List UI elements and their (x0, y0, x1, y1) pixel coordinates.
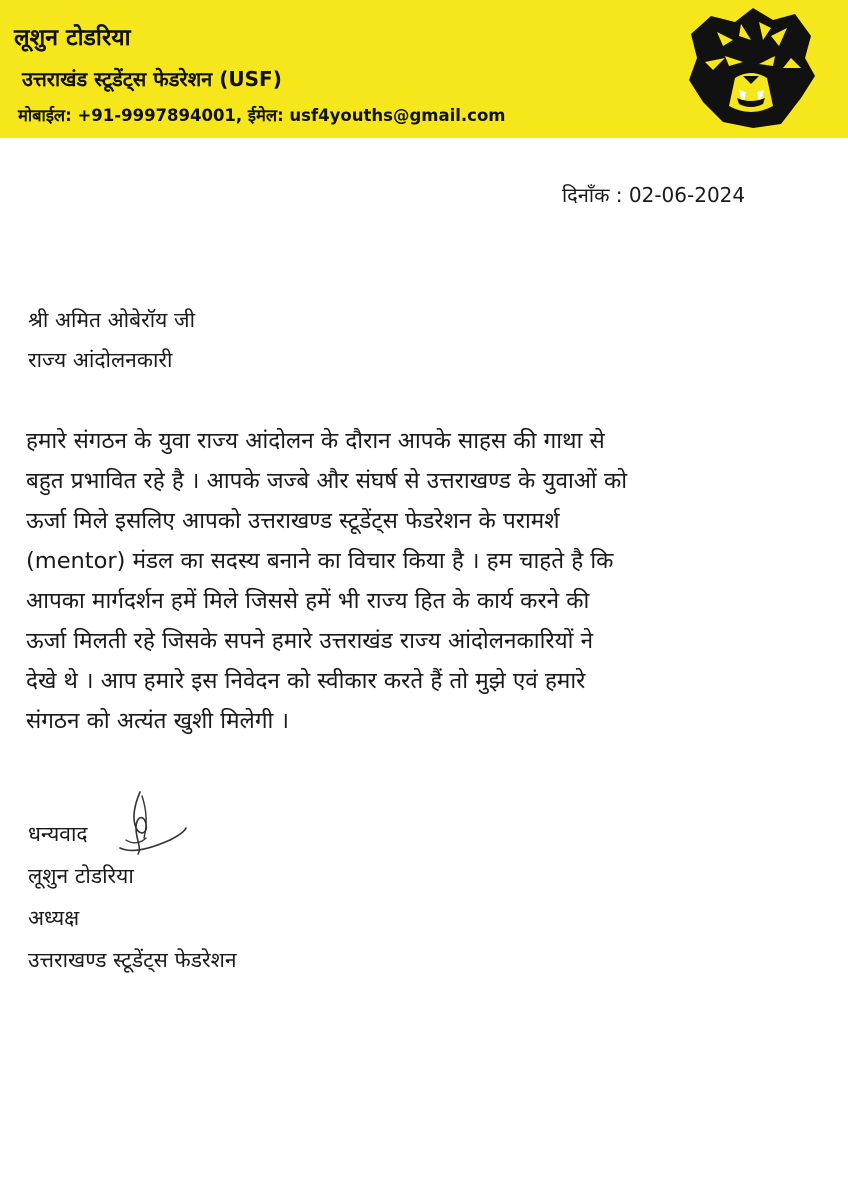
letterhead-organization: उत्तराखंड स्टूडेंट्स फेडरेशन (USF) (22, 67, 282, 91)
recipient-block (28, 300, 195, 380)
signatory-name: लूशुन टोडरिया (28, 864, 134, 888)
signatory-title: अध्यक्ष (28, 906, 80, 930)
recipient-designation: राज्य आंदोलनकारी (28, 348, 173, 372)
letterhead-banner (0, 0, 848, 138)
letterhead-contact: मोबाईल: +91-9997894001, ईमेल: usf4youths@gmail.com (18, 106, 506, 125)
tiger-head-logo-icon (683, 6, 818, 130)
letter-date: दिनाँक : 02-06-2024 (562, 183, 746, 207)
closing-block (28, 813, 237, 981)
letterhead-name: लूशुन टोडरिया (14, 25, 131, 51)
letter-body: हमारे संगठन के युवा राज्य आंदोलन के दौरान आपके साहस की गाथा से बहुत प्रभावित रहे है । आपके जज्बे और संघर्ष से उत्तराखण्ड के युवाओं को ऊर्जा मिले इसलिए आपको उत्तराखण्ड स्टूडेंट्स फेडरेशन के परामर्श (mentor) मंडल का सदस्य बनाने का विचार किया है । हम चाहते है कि आपका मार्गदर्शन हमें मिले जिससे हमें भी राज्य हित के कार्य करने की ऊर्जा मिलती रहे जिसके सपने हमारे उत्तराखंड राज्य आंदोलनकारियों ने देखे थे । आप हमारे इस निवेदन को स्वीकार करते हैं तो मुझे एवं हमारे संगठन को अत्यंत खुशी मिलेगी । (26, 428, 628, 734)
closing-thanks: धन्यवाद (28, 822, 88, 846)
recipient-name: श्री अमित ओबेरॉय जी (28, 308, 196, 332)
signatory-organization: उत्तराखण्ड स्टूडेंट्स फेडरेशन (28, 948, 237, 972)
